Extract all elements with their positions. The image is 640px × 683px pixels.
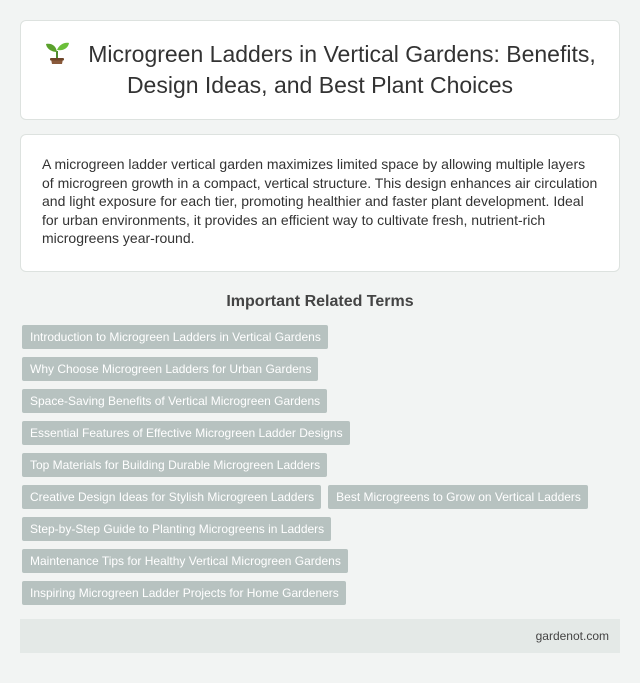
related-term-tag[interactable]: Top Materials for Building Durable Microgreen Ladders [22,453,327,477]
related-term-tag[interactable]: Creative Design Ideas for Stylish Microgreen Ladders [22,485,321,509]
related-term-tag[interactable]: Introduction to Microgreen Ladders in Vertical Gardens [22,325,328,349]
page-title [40,39,600,101]
related-term-tag[interactable]: Maintenance Tips for Healthy Vertical Microgreen Gardens [22,549,348,573]
related-term-tag[interactable]: Step-by-Step Guide to Planting Microgreens in Ladders [22,517,331,541]
title-card [20,20,620,120]
page-title-text: Microgreen Ladders in Vertical Gardens: Benefits, Design Ideas, and Best Plant Choices [88,41,596,98]
footer [20,619,620,653]
footer-site: gardenot.com [535,629,609,643]
summary-card [20,134,620,272]
related-terms-heading: Important Related Terms [226,293,414,310]
seedling-icon [44,39,70,65]
summary-text: A microgreen ladder vertical garden maximizes limited space by allowing multiple layers of microgreen growth in a compact, vertical structure. This design enhances air circulation and light exposure for each tier, promoting healthier and faster plant development. Ideal for urban environments, it provides an efficient way to cultivate fresh, nutrient-rich microgreens year-round. [42,156,598,246]
related-term-tag[interactable]: Essential Features of Effective Microgreen Ladder Designs [22,421,350,445]
related-term-tag[interactable]: Why Choose Microgreen Ladders for Urban Gardens [22,357,318,381]
related-term-tag[interactable]: Inspiring Microgreen Ladder Projects for Home Gardeners [22,581,346,605]
related-terms-list [22,325,620,613]
related-term-tag[interactable]: Best Microgreens to Grow on Vertical Ladders [328,485,588,509]
related-term-tag[interactable]: Space-Saving Benefits of Vertical Microgreen Gardens [22,389,327,413]
